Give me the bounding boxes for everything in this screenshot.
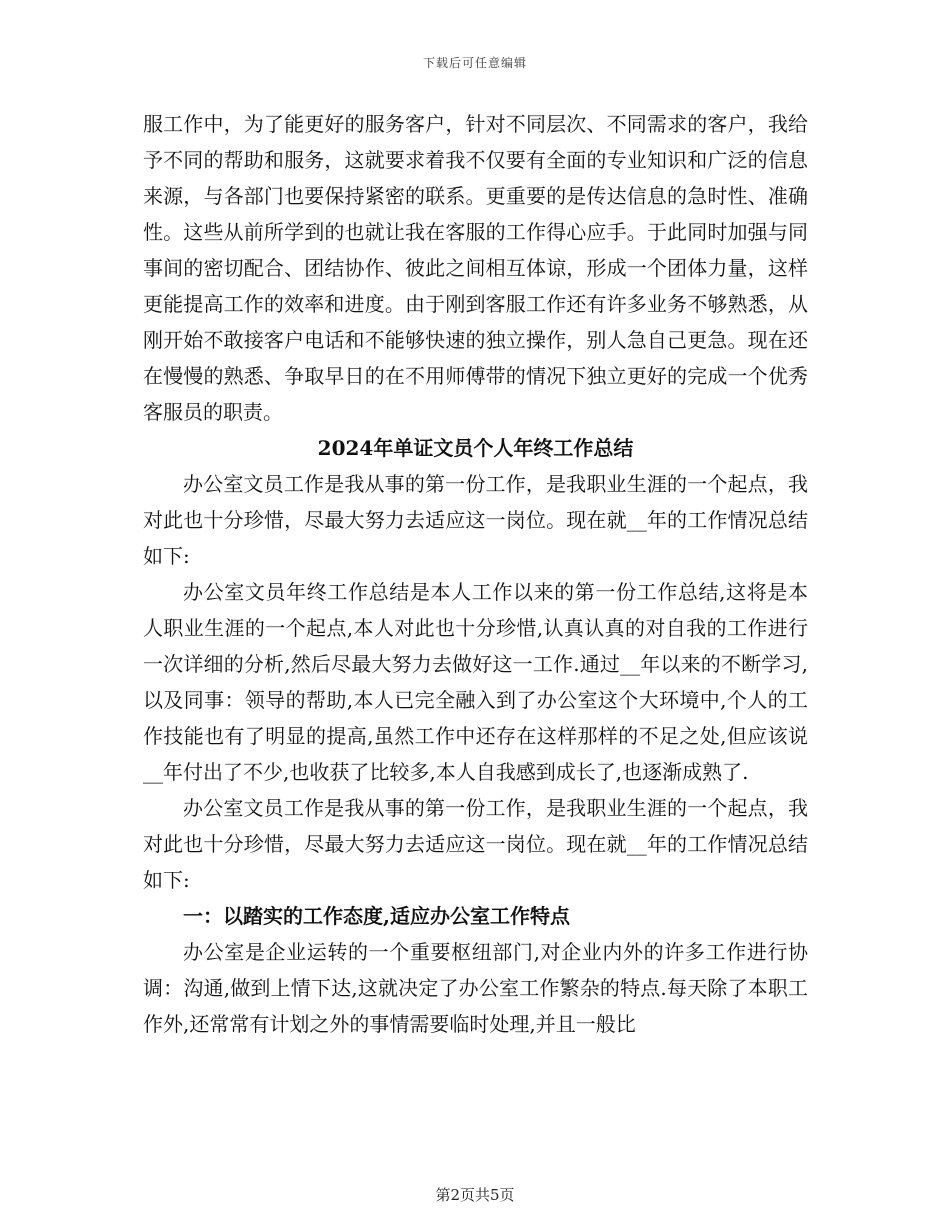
page-number-footer: 第2页共5页 [435, 1186, 515, 1204]
section-heading: 一：以踏实的工作态度,适应办公室工作特点 [183, 904, 570, 928]
document-title: 2024年单证文员个人年终工作总结 [317, 436, 634, 460]
body-paragraph: 办公室文员工作是我从事的第一份工作，是我职业生涯的一个起点，我对此也十分珍惜，尽最大努力去适应这一岗位。现在就__年的工作情况总结如下: [143, 796, 808, 892]
page-header: 下载后可任意编辑 [422, 56, 527, 70]
body-paragraph: 办公室是企业运转的一个重要枢纽部门,对企业内外的许多工作进行协调：沟通,做到上情下达,这就决定了办公室工作繁杂的特点.每天除了本职工作外,还常常有计划之外的事情需要临时处理,并且一般比 [143, 940, 808, 1036]
body-paragraph: 办公室文员年终工作总结是本人工作以来的第一份工作总结,这将是本人职业生涯的一个起点,本人对此也十分珍惜,认真认真的对自我的工作进行一次详细的分析,然后尽最大努力去做好这一工作.通过__年以来的不断学习,以及同事：领导的帮助,本人已完全融入到了办公室这个大环境中,个人的工作技能也有了明显的提高,虽然工作中还存在这样那样的不足之处,但应该说__年付出了不少,也收获了比较多,本人自我感到成长了,也逐渐成熟了. [143, 580, 808, 784]
document-body [143, 106, 808, 1042]
body-paragraph: 办公室文员工作是我从事的第一份工作，是我职业生涯的一个起点，我对此也十分珍惜，尽最大努力去适应这一岗位。现在就__年的工作情况总结如下: [143, 472, 808, 568]
body-paragraph: 服工作中，为了能更好的服务客户，针对不同层次、不同需求的客户，我给予不同的帮助和服务，这就要求着我不仅要有全面的专业知识和广泛的信息来源，与各部门也要保持紧密的联系。更重要的是传达信息的急时性、准确性。这些从前所学到的也就让我在客服的工作得心应手。于此同时加强与同事间的密切配合、团结协作、彼此之间相互体谅，形成一个团体力量，这样更能提高工作的效率和进度。由于刚到客服工作还有许多业务不够熟悉，从刚开始不敢接客户电话和不能够快速的独立操作，别人急自己更急。现在还在慢慢的熟悉、争取早日的在不用师傅带的情况下独立更好的完成一个优秀客服员的职责。 [143, 112, 808, 424]
